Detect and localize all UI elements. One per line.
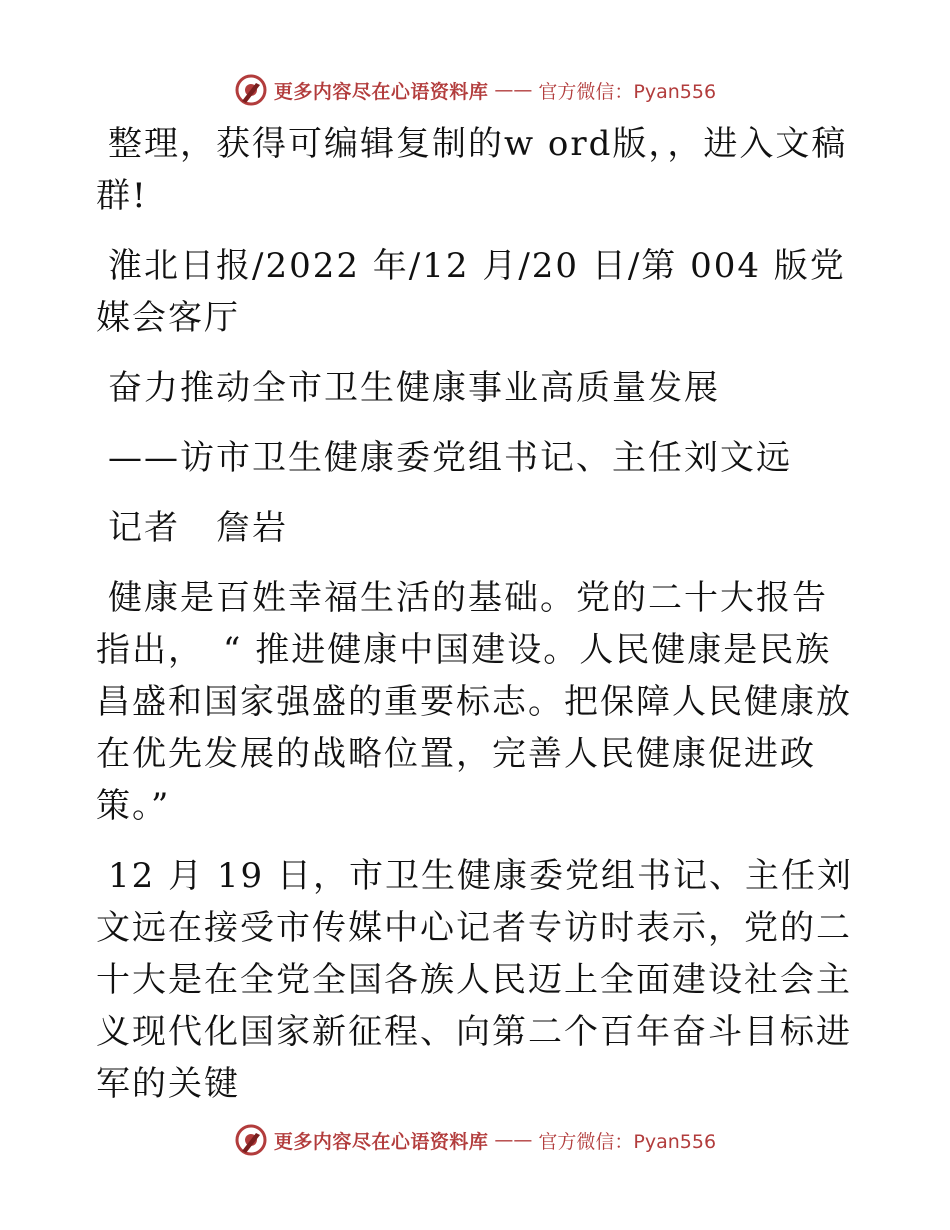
- body-paragraph: 健康是百姓幸福生活的基础。党的二十大报告指出， “ 推进健康中国建设。人民健康是民族昌盛和国家强盛的重要标志。把保障人民健康放在优先发展的战略位置，完善人民健康促进政策。”: [96, 578, 852, 826]
- source-line: 淮北日报/2022 年/12 月/20 日/第 004 版党媒会客厅: [96, 246, 846, 338]
- header-site-text: 更多内容尽在心语资料库: [273, 80, 489, 103]
- header-wechat-text: 官方微信：Pyan556: [538, 80, 717, 103]
- footer-banner: [0, 1120, 950, 1160]
- footer-site-text: 更多内容尽在心语资料库: [273, 1130, 489, 1153]
- intro-note: 整理，获得可编辑复制的w ord版，，进入文稿群!: [96, 124, 848, 216]
- article-title: 奋力推动全市卫生健康事业高质量发展: [108, 368, 720, 408]
- pen-logo-icon: [234, 73, 268, 107]
- footer-wechat-text: 官方微信：Pyan556: [538, 1130, 717, 1153]
- pen-logo-icon: [234, 1123, 268, 1157]
- byline: 记者 詹岩: [108, 508, 288, 548]
- footer-separator: ——: [494, 1129, 533, 1151]
- document-body: [96, 118, 856, 1128]
- header-separator: ——: [494, 79, 533, 101]
- header-banner: [0, 70, 950, 110]
- article-subtitle: ——访市卫生健康委党组书记、主任刘文远: [108, 438, 792, 478]
- body-paragraph: 12 月 19 日，市卫生健康委党组书记、主任刘文远在接受市传媒中心记者专访时表示，党的二十大是在全党全国各族人民迈上全面建设社会主义现代化国家新征程、向第二个百年奋斗目标进军的关键: [96, 856, 853, 1104]
